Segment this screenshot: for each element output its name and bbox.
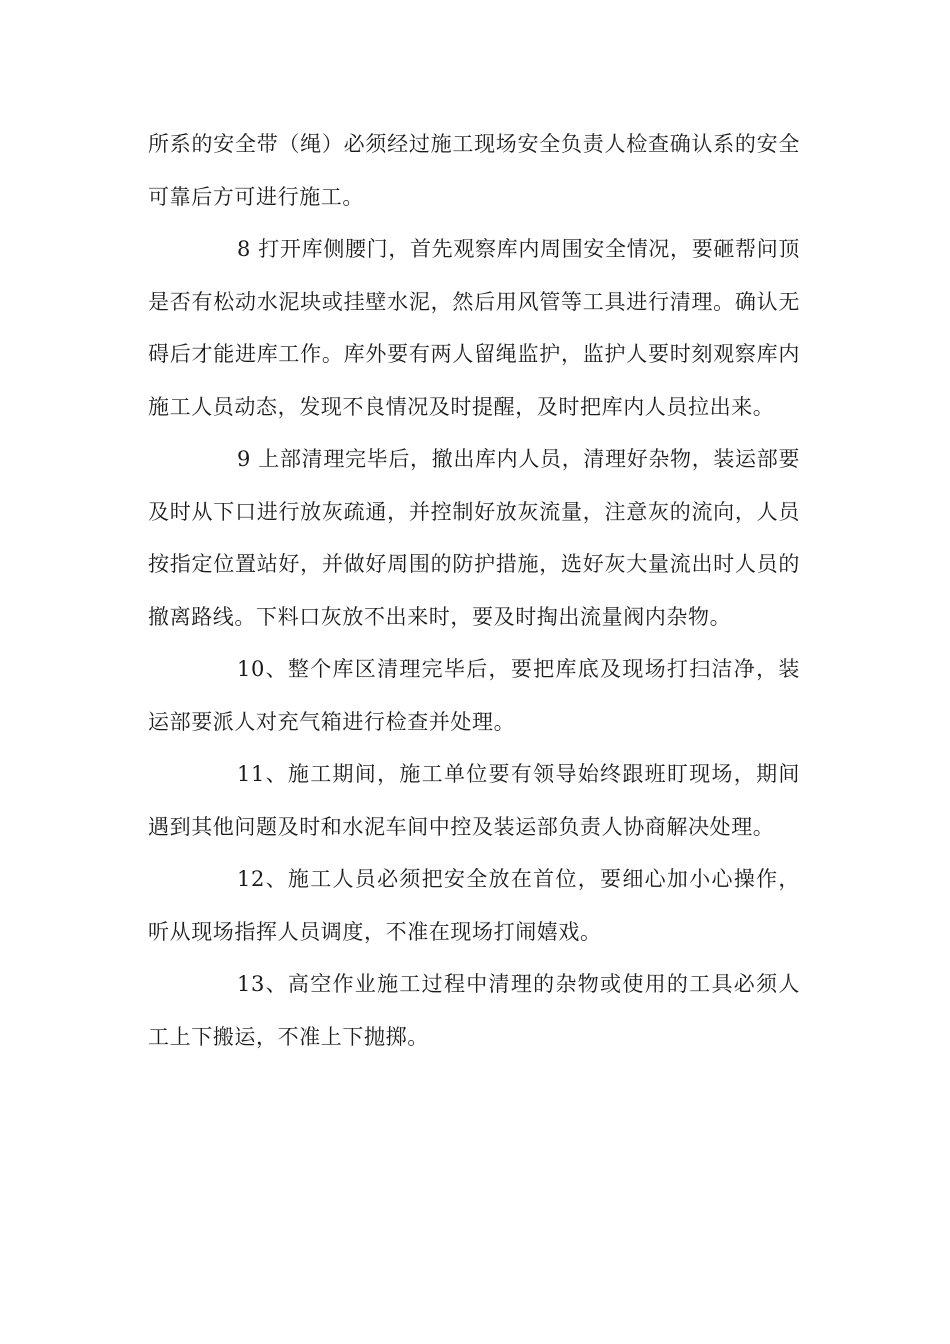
paragraph-continuation: 所系的安全带（绳）必须经过施工现场安全负责人检查确认系的安全可靠后方可进行施工。 (148, 132, 800, 209)
paragraph-item-10: 10、整个库区清理完毕后，要把库底及现场打扫洁净，装运部要派人对充气箱进行检查并处理。 (148, 657, 800, 734)
paragraph-item-12: 12、施工人员必须把安全放在首位，要细心加小心操作，听从现场指挥人员调度，不准在现场打闹嬉戏。 (148, 867, 800, 944)
paragraph-item-8: 8 打开库侧腰门，首先观察库内周围安全情况，要砸帮问顶是否有松动水泥块或挂壁水泥，然后用风管等工具进行清理。确认无碍后才能进库工作。库外要有两人留绳监护，监护人要时刻观察库内施工人员动态，发现不良情况及时提醒，及时把库内人员拉出来。 (148, 237, 800, 419)
paragraph-item-11: 11、施工期间，施工单位要有领导始终跟班盯现场，期间遇到其他问题及时和水泥车间中控及装运部负责人协商解决处理。 (148, 762, 800, 839)
paragraph-item-13: 13、高空作业施工过程中清理的杂物或使用的工具必须人工上下搬运，不准上下抛掷。 (148, 972, 800, 1049)
paragraph-item-9: 9 上部清理完毕后，撤出库内人员，清理好杂物，装运部要及时从下口进行放灰疏通，并控制好放灰流量，注意灰的流向，人员按指定位置站好，并做好周围的防护措施，选好灰大量流出时人员的撤离路线。下料口灰放不出来时，要及时掏出流量阀内杂物。 (148, 447, 800, 629)
document-body (148, 118, 800, 1063)
